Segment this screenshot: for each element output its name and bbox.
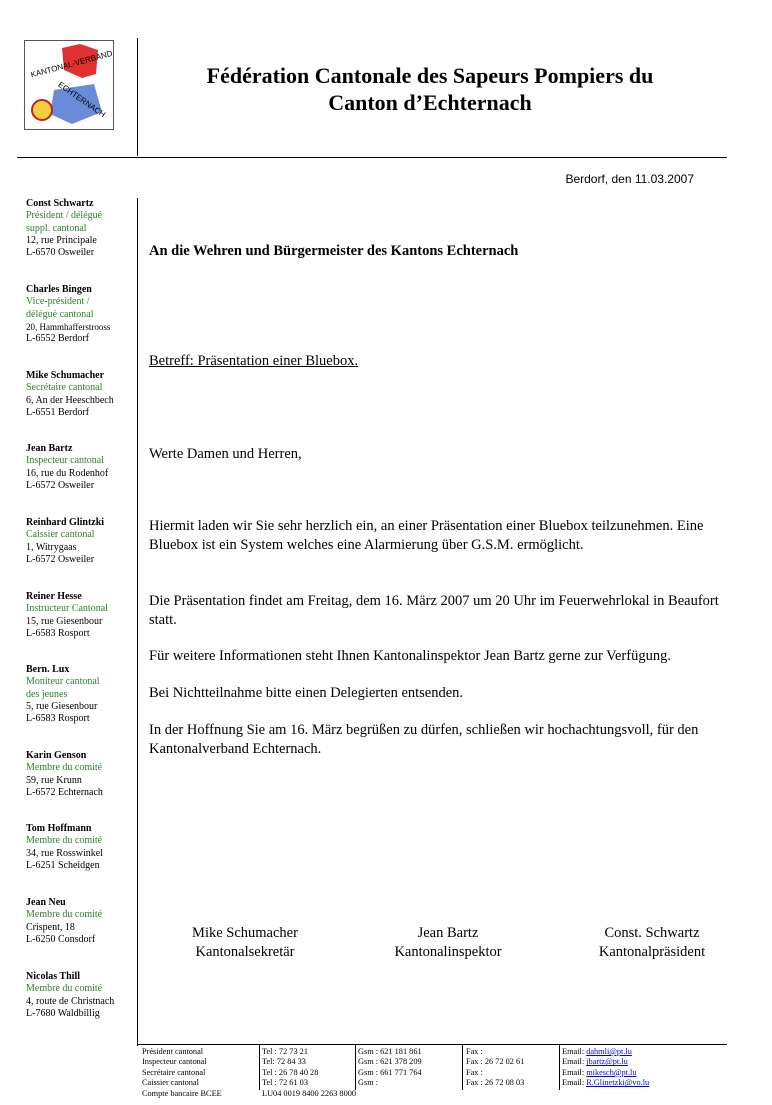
- member-postcode: L-6583 Rosport: [26, 713, 90, 725]
- member-role: Instructeur Cantonal: [26, 603, 108, 615]
- footer-fax-number: Fax :: [466, 1047, 483, 1056]
- email-link-president[interactable]: dahmli@pt.lu: [586, 1047, 632, 1056]
- email-label: Email:: [562, 1067, 585, 1077]
- signature-title: Kantonalpräsident: [598, 944, 706, 960]
- member-postcode: L-6572 Osweiler: [26, 553, 95, 565]
- committee-member: [26, 591, 138, 640]
- member-role: Vice-président /: [26, 296, 90, 308]
- footer-emails: [562, 1047, 649, 1089]
- member-postcode: L-6551 Berdorf: [26, 406, 90, 418]
- logo-text-bottom: ECHTERNACH: [56, 80, 107, 120]
- member-role: Membre du comité: [26, 762, 103, 774]
- email-label: Email:: [562, 1078, 585, 1088]
- member-address: 16, rue du Rodenhof: [26, 467, 109, 479]
- header-divider-vertical: [137, 38, 138, 156]
- member-postcode: L-6572 Osweiler: [26, 479, 95, 491]
- footer-bank-account: LU04 0019 8400 2263 8000: [262, 1088, 357, 1098]
- title-line-2: Canton d’Echternach: [328, 90, 532, 115]
- footer-column-separator: [259, 1044, 260, 1090]
- footer-column-separator: [462, 1044, 463, 1090]
- letter-paragraph-date: Die Präsentation findet am Freitag, dem 16. März 2007 um 20 Uhr im Feuerwehrlokal in Beaufort statt.: [149, 593, 719, 628]
- header-divider-horizontal: [17, 157, 727, 158]
- footer-gsm-number: Gsm : 621 181 861: [358, 1047, 422, 1056]
- letter-paragraph-delegate: Bei Nichtteilnahme bitte einen Delegierten entsenden.: [149, 685, 464, 701]
- member-name: Const Schwartz: [26, 198, 94, 209]
- signature-secretary: [160, 924, 330, 962]
- footer-role: Président cantonal: [142, 1047, 204, 1056]
- committee-member: [26, 443, 138, 492]
- member-role: Moniteur cantonal: [26, 676, 100, 688]
- letter-salutation: Werte Damen und Herren,: [149, 446, 302, 462]
- member-address: 12, rue Principale: [26, 234, 97, 246]
- footer-tel: Tel : 26 78 40 28: [262, 1067, 319, 1077]
- footer-fax-number: Fax : 26 72 08 03: [466, 1078, 525, 1088]
- letterhead-title: [150, 62, 710, 116]
- member-postcode: L-6570 Osweiler: [26, 247, 95, 259]
- signature-name: Jean Bartz: [417, 925, 479, 941]
- member-name: Nicolas Thill: [26, 971, 80, 982]
- signature-inspector: [363, 924, 533, 962]
- member-address: 4, route de Christnach: [26, 995, 115, 1007]
- member-address: 34, rue Rosswinkel: [26, 847, 103, 859]
- signature-name: Mike Schumacher: [192, 925, 298, 941]
- footer-email-row: [562, 1068, 649, 1078]
- email-link-treasurer[interactable]: R.Glinetzki@vo.lu: [586, 1078, 650, 1088]
- footer-gsm-number: Gsm : 661 771 764: [358, 1067, 422, 1077]
- footer-divider: [137, 1044, 727, 1045]
- member-role-cont: délégué cantonal: [26, 308, 94, 320]
- letter-date: Berdorf, den 11.03.2007: [565, 172, 694, 186]
- member-name: Jean Bartz: [26, 443, 73, 454]
- member-role: Caissier cantonal: [26, 529, 95, 541]
- member-role: Inspecteur cantonal: [26, 455, 105, 467]
- committee-member: [26, 664, 138, 725]
- footer-role: Secrétaire cantonal: [142, 1067, 206, 1077]
- committee-member: [26, 971, 138, 1020]
- member-postcode: L-6251 Scheidgen: [26, 859, 100, 871]
- committee-member: [26, 284, 138, 345]
- member-role: Président / délégué: [26, 210, 103, 222]
- federation-logo: [24, 40, 114, 130]
- member-name: Reinhard Glintzki: [26, 517, 105, 528]
- committee-member: [26, 897, 138, 946]
- letter-paragraph-invitation: Hiermit laden wir Sie sehr herzlich ein, an einer Präsentation einer Bluebox teilzunehmen. Eine Bluebox ist ein System welches eine Alarmierung über G.S.M. ermöglicht.: [149, 518, 704, 553]
- letter-recipient: An die Wehren und Bürgermeister des Kantons Echternach: [149, 243, 519, 259]
- signature-president: [567, 924, 737, 962]
- signature-title: Kantonalinspektor: [394, 944, 502, 960]
- member-role: Membre du comité: [26, 909, 103, 921]
- footer-role: Inspecteur cantonal: [142, 1057, 207, 1067]
- member-name: Jean Neu: [26, 897, 66, 908]
- footer-tel: Tel : 72 73 21: [262, 1047, 308, 1056]
- footer-email-row: [562, 1047, 649, 1057]
- member-role: Membre du comité: [26, 983, 103, 995]
- member-name: Mike Schumacher: [26, 370, 105, 381]
- footer-roles: [142, 1047, 222, 1099]
- member-name: Karin Genson: [26, 750, 87, 761]
- member-name: Tom Hoffmann: [26, 823, 92, 834]
- letter-paragraph-info: Für weitere Informationen steht Ihnen Kantonalinspektor Jean Bartz gerne zur Verfügung.: [149, 648, 671, 664]
- footer-tel: Tel: 72 84 33: [262, 1057, 306, 1067]
- footer-gsm: [358, 1047, 422, 1089]
- member-postcode: L-6583 Rosport: [26, 627, 90, 639]
- member-postcode: L-6552 Berdorf: [26, 333, 90, 345]
- footer-email-row: [562, 1078, 649, 1088]
- member-role-cont: suppl. cantonal: [26, 222, 87, 234]
- member-address: 20, Hammhafferstrooss: [26, 321, 111, 332]
- committee-member: [26, 198, 138, 259]
- email-label: Email:: [562, 1047, 585, 1056]
- title-line-1: Fédération Cantonale des Sapeurs Pompiers du: [206, 63, 654, 88]
- footer-fax: [466, 1047, 524, 1089]
- footer-telephones: [262, 1047, 356, 1099]
- member-role: Membre du comité: [26, 835, 103, 847]
- member-postcode: L-6572 Echternach: [26, 786, 103, 798]
- logo-text-top: KANTONAL-VERBAND: [29, 48, 114, 80]
- committee-member: [26, 517, 138, 566]
- committee-member: [26, 750, 138, 799]
- email-link-inspector[interactable]: jbartz@pt.lu: [586, 1057, 628, 1067]
- member-address: 1, Witrygaas: [26, 541, 77, 553]
- member-name: Reiner Hesse: [26, 591, 82, 602]
- footer-fax-number: Fax :: [466, 1067, 483, 1077]
- footer-gsm-number: Gsm :: [358, 1078, 379, 1088]
- footer-role: Compte bancaire BCEE: [142, 1088, 222, 1098]
- member-name: Charles Bingen: [26, 284, 92, 295]
- member-role-cont: des jeunes: [26, 688, 68, 700]
- member-address: 6, An der Heeschbech: [26, 394, 114, 406]
- letter-subject: Betreff: Präsentation einer Bluebox.: [149, 353, 359, 369]
- member-address: Crispent, 18: [26, 921, 75, 933]
- footer-email-row: [562, 1057, 649, 1067]
- footer-fax-number: Fax : 26 72 02 61: [466, 1057, 525, 1067]
- email-label: Email:: [562, 1057, 585, 1067]
- footer-gsm-number: Gsm : 621 378 209: [358, 1057, 422, 1067]
- member-address: 15, rue Giesenbour: [26, 615, 103, 627]
- member-role: Secrétaire cantonal: [26, 382, 103, 394]
- committee-member: [26, 823, 138, 872]
- member-name: Bern. Lux: [26, 664, 70, 675]
- email-link-secretary[interactable]: mikesch@pt.lu: [586, 1067, 637, 1077]
- signature-title: Kantonalsekretär: [195, 944, 295, 960]
- member-postcode: L-6250 Consdorf: [26, 933, 96, 945]
- letter-paragraph-closing: In der Hoffnung Sie am 16. März begrüßen zu dürfen, schließen wir hochachtungsvoll, für den Kantonalverband Echternach.: [149, 722, 699, 757]
- footer-tel: Tel : 72 61 03: [262, 1078, 308, 1088]
- signature-name: Const. Schwartz: [604, 925, 700, 941]
- member-address: 59, rue Krunn: [26, 774, 82, 786]
- footer-role: Caissier cantonal: [142, 1078, 199, 1088]
- member-address: 5, rue Giesenbour: [26, 700, 98, 712]
- committee-member: [26, 370, 138, 419]
- footer-column-separator: [559, 1044, 560, 1090]
- member-postcode: L-7680 Waldbillig: [26, 1007, 100, 1019]
